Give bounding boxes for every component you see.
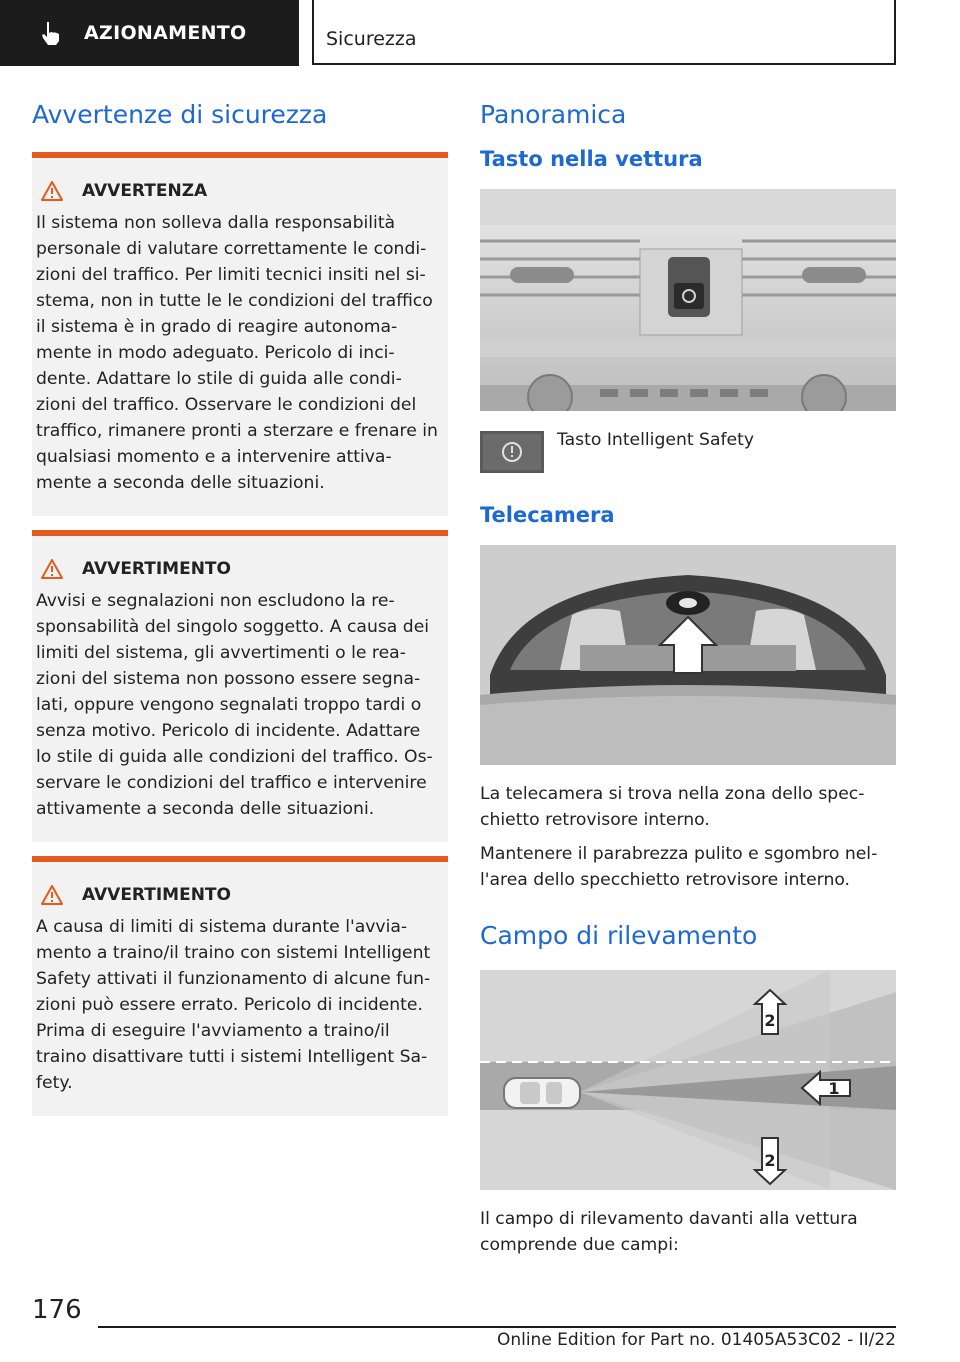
warning-text: Avvisi e segnalazioni non escludono la re-sponsabilità del singolo soggetto. A causa dei limiti del sistema, gli avvertimenti o le rea-zioni del sistema non possono essere segna-lati, oppure vengono segnalati troppo tardi o senza motivo. Pericolo di incidente. Adattare lo stile di guida alle condizioni del traffico. Os-servare le condizioni del traffico e intervenire attivamente a seconda delle situazioni.: [36, 591, 433, 819]
intelligent-safety-button-icon: [480, 431, 544, 473]
subsection-title-range: Campo di rilevamento: [480, 921, 758, 950]
page-number: 176: [32, 1295, 82, 1325]
warning-header: [40, 558, 438, 580]
hand-pointer-icon: [40, 20, 62, 46]
warning-title: AVVERTIMENTO: [82, 559, 231, 579]
subsection-title-button: Tasto nella vettura: [480, 147, 703, 171]
warning-title: AVVERTIMENTO: [82, 885, 231, 905]
range-description-text: Il campo di rilevamento davanti alla vettura comprende due campi:: [480, 1209, 858, 1255]
button-caption: Tasto Intelligent Safety: [557, 430, 755, 450]
warning-box: [32, 152, 448, 516]
camera-cleaning-text: Mantenere il parabrezza pulito e sgombro nel-l'area dello specchietto retrovisore interno.: [480, 844, 878, 890]
left-column: [32, 96, 448, 1116]
warning-header: [40, 180, 438, 202]
range-label-2-bottom: 2: [764, 1151, 776, 1170]
breadcrumb-box: [312, 0, 896, 65]
warning-header: [40, 884, 438, 906]
button-legend-row: [480, 431, 896, 473]
range-label-2-top: 2: [764, 1011, 776, 1030]
warning-triangle-icon: [40, 558, 64, 580]
warning-triangle-icon: [40, 884, 64, 906]
section-title-safety: Avvertenze di sicurezza: [32, 100, 328, 129]
header-tab: [0, 0, 299, 66]
section-title-overview: Panoramica: [480, 100, 627, 129]
dashboard-button-photo: [480, 189, 896, 411]
subsection-title-camera: Telecamera: [480, 503, 615, 527]
edition-note: Online Edition for Part no. 01405A53C02 - II/22: [496, 1330, 896, 1350]
breadcrumb: Sicurezza: [326, 28, 417, 50]
warning-title: AVVERTENZA: [82, 181, 208, 201]
camera-location-text: La telecamera si trova nella zona dello spec-chietto retrovisore interno.: [480, 784, 865, 830]
footer-rule: [98, 1326, 896, 1328]
warning-text: Il sistema non solleva dalla responsabilità personale di valutare correttamente le condi-zioni del traffico. Per limiti tecnici insiti nel si-stema, non in tutte le le condizioni del traffico il sistema è in grado di reagire autonoma-mente in modo adeguato. Pericolo di inci-dente. Adattare lo stile di guida alle condi-zioni del traffico. Osservare le condizioni del traffico, rimanere pronti a sterzare e frenare in qualsiasi momento e a intervenire attiva-mente a seconda delle situazioni.: [36, 213, 438, 493]
detection-range-diagram: [480, 970, 896, 1190]
warning-text: A causa di limiti di sistema durante l'avvia-mento a traino/il traino con sistemi Intelligent Safety attivati il funzionamento di alcune fun-zioni può essere errato. Pericolo di incidente. Prima di eseguire l'avviamento a traino/il traino disattivare tutti i sistemi Intelligent Sa-fety.: [36, 917, 431, 1093]
right-column: [480, 96, 896, 1258]
warning-box: [32, 530, 448, 842]
windshield-camera-photo: [480, 545, 896, 765]
warning-box: [32, 856, 448, 1116]
chapter-label: AZIONAMENTO: [84, 22, 247, 44]
range-label-1: 1: [828, 1079, 840, 1098]
warning-triangle-icon: [40, 180, 64, 202]
